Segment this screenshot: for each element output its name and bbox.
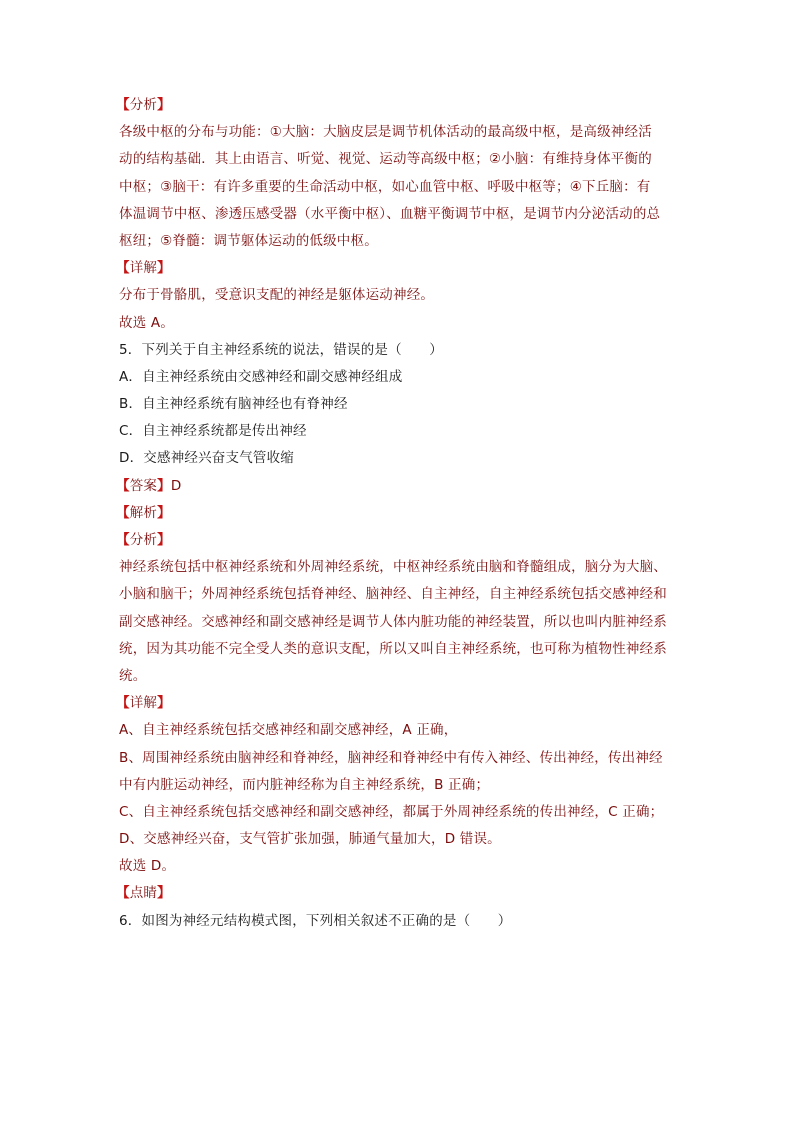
analysis-heading [116,92,679,119]
bracket-close: 】 [157,97,171,113]
explain-heading [116,500,679,527]
question-5-stem: 5．下列关于自主神经系统的说法，错误的是（ ） [119,341,443,358]
analysis-line: 小脑和脑干；外周神经系统包括脊神经、脑神经、自主神经，自主神经系统包括交感神经和 [119,586,667,603]
conclusion-line: 故选 A。 [119,314,175,331]
document-page [116,92,679,935]
detail-heading [116,690,679,717]
answer-value: D [170,477,182,494]
question-5-option-d: D．交感神经兴奋支气管收缩 [119,450,294,467]
heading-label: 答案 [129,477,158,494]
analysis-line: 枢纽；⑤脊髓：调节躯体运动的低级中枢。 [119,232,378,249]
bracket-open: 【 [116,97,130,113]
analysis-heading [116,527,679,554]
bracket-close: 】 [157,504,171,521]
analysis-line: 统，因为其功能不完全受人类的意识支配，所以又叫自主神经系统，也可称为植物性神经系 [119,640,667,657]
analysis-line: 统。 [119,667,147,684]
heading-label: 详解 [129,260,158,277]
detail-line: B、周围神经系统由脑神经和脊神经，脑神经和脊神经中有传入神经、传出神经，传出神经 [119,749,663,766]
question-5-option-a: A．自主神经系统由交感神经和副交感神经组成 [119,368,403,385]
detail-line: C、自主神经系统包括交感神经和副交感神经，都属于外周神经系统的传出神经，C 正确； [119,803,664,820]
question-5-option-c: C．自主神经系统都是传出神经 [119,423,307,440]
heading-label: 分析 [129,97,158,113]
bracket-open: 【 [116,477,130,494]
analysis-line: 神经系统包括中枢神经系统和外周神经系统，中枢神经系统由脑和脊髓组成，脑分为大脑、 [119,559,667,576]
heading-label: 分析 [129,532,158,548]
answer-heading [116,473,679,500]
bracket-open: 【 [116,532,130,548]
heading-label: 详解 [129,695,158,712]
bracket-close: 】 [157,477,171,494]
analysis-line: 中枢；③脑干：有许多重要的生命活动中枢，如心血管中枢、呼吸中枢等；④下丘脑：有 [119,178,651,195]
analysis-line: 动的结构基础．其上由语言、听觉、视觉、运动等高级中枢；②小脑：有维持身体平衡的 [119,151,652,168]
question-6-stem: 6．如图为神经元结构模式图，下列相关叙述不正确的是（ ） [119,912,512,929]
tip-heading [116,880,679,907]
bracket-close: 】 [157,885,171,902]
question-5-option-b: B．自主神经系统有脑神经也有脊神经 [119,396,348,413]
analysis-line: 各级中枢的分布与功能：①大脑：大脑皮层是调节机体活动的最高级中枢，是高级神经活 [119,124,652,141]
bracket-close: 】 [157,260,171,277]
analysis-line: 体温调节中枢、渗透压感受器（水平衡中枢）、血糖平衡调节中枢，是调节内分泌活动的总 [119,205,661,222]
bracket-open: 【 [116,504,130,521]
detail-line: A、自主神经系统包括交感神经和副交感神经，A 正确， [119,722,458,739]
bracket-open: 【 [116,260,130,277]
bracket-open: 【 [116,885,130,902]
heading-label: 点睛 [129,885,158,902]
detail-line: D、交感神经兴奋，支气管扩张加强，肺通气量加大，D 错误。 [119,831,501,848]
heading-label: 解析 [129,504,158,521]
analysis-line: 副交感神经。交感神经和副交感神经是调节人体内脏功能的神经装置，所以也叫内脏神经系 [119,613,667,630]
detail-heading [116,255,679,282]
detail-line: 分布于骨骼肌，受意识支配的神经是躯体运动神经。 [119,287,435,304]
conclusion-line: 故选 D。 [119,858,176,875]
bracket-close: 】 [157,532,171,548]
bracket-close: 】 [157,695,171,712]
bracket-open: 【 [116,695,130,712]
detail-line: 中有内脏运动神经，而内脏神经称为自主神经系统，B 正确； [119,776,490,793]
